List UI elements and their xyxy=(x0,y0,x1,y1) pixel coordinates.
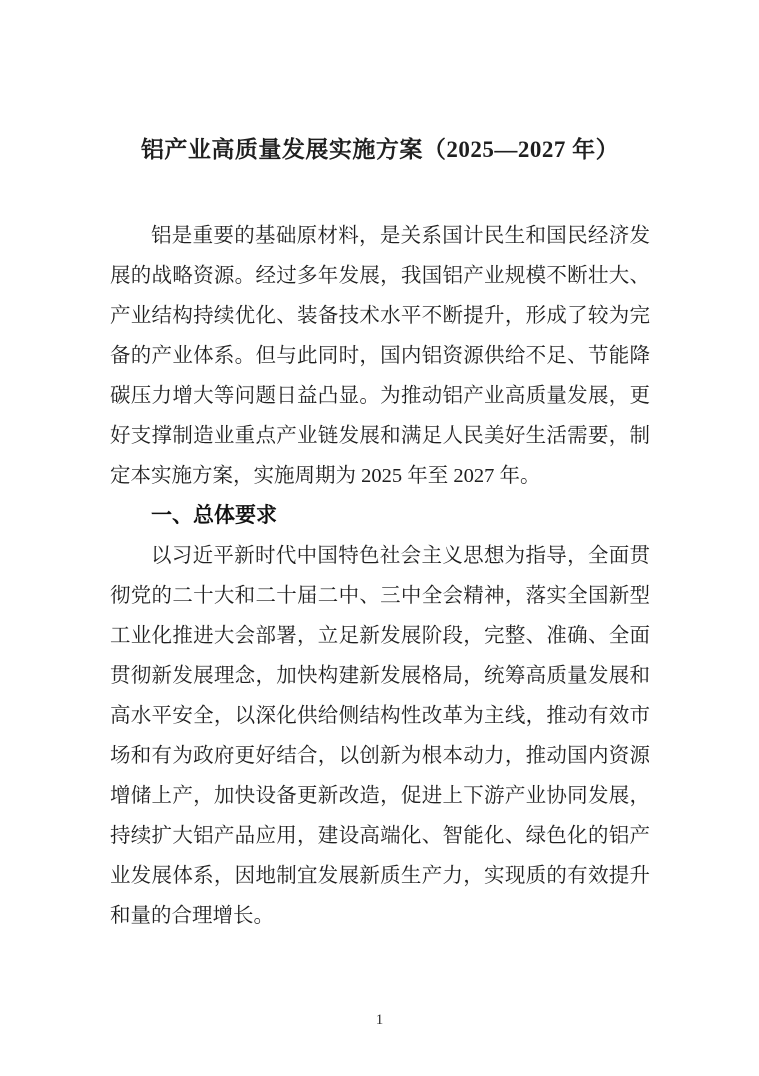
paragraph-line: 好支撑制造业重点产业链发展和满足人民美好生活需要，制 xyxy=(110,425,650,447)
paragraph xyxy=(110,216,650,496)
paragraph-line: 场和有为政府更好结合，以创新为根本动力，推动国内资源 xyxy=(110,745,650,767)
page-number: 1 xyxy=(375,1012,384,1028)
paragraph-line: 高水平安全，以深化供给侧结构性改革为主线，推动有效市 xyxy=(110,705,650,727)
paragraph-line: 碳压力增大等问题日益凸显。为推动铝产业高质量发展，更 xyxy=(110,385,650,407)
paragraph-line: 备的产业体系。但与此同时，国内铝资源供给不足、节能降 xyxy=(110,345,650,367)
paragraph-line: 定本实施方案，实施周期为 2025 年至 2027 年。 xyxy=(110,465,541,487)
paragraph-line: 持续扩大铝产品应用，建设高端化、智能化、绿色化的铝产 xyxy=(110,825,650,847)
paragraph-line: 工业化推进大会部署，立足新发展阶段，完整、准确、全面 xyxy=(110,625,650,647)
paragraph-line: 增储上产，加快设备更新改造，促进上下游产业协同发展， xyxy=(110,785,650,807)
paragraph-line: 和量的合理增长。 xyxy=(110,905,274,927)
document-body xyxy=(110,216,650,936)
paragraph-line: 铝是重要的基础原材料，是关系国计民生和国民经济发 xyxy=(151,225,650,247)
paragraph-line: 贯彻新发展理念，加快构建新发展格局，统筹高质量发展和 xyxy=(110,665,650,687)
paragraph-line: 展的战略资源。经过多年发展，我国铝产业规模不断壮大、 xyxy=(110,265,650,287)
paragraph xyxy=(110,536,650,936)
section-heading: 一、总体要求 xyxy=(151,504,277,527)
paragraph-line: 产业结构持续优化、装备技术水平不断提升，形成了较为完 xyxy=(110,305,650,327)
document-content xyxy=(110,130,650,936)
paragraph-line: 业发展体系，因地制宜发展新质生产力，实现质的有效提升 xyxy=(110,865,650,887)
paragraph-line: 彻党的二十大和二十届二中、三中全会精神，落实全国新型 xyxy=(110,585,650,607)
paragraph-line: 以习近平新时代中国特色社会主义思想为指导，全面贯 xyxy=(151,545,650,567)
document-title: 铝产业高质量发展实施方案（2025—2027 年） xyxy=(140,137,620,162)
